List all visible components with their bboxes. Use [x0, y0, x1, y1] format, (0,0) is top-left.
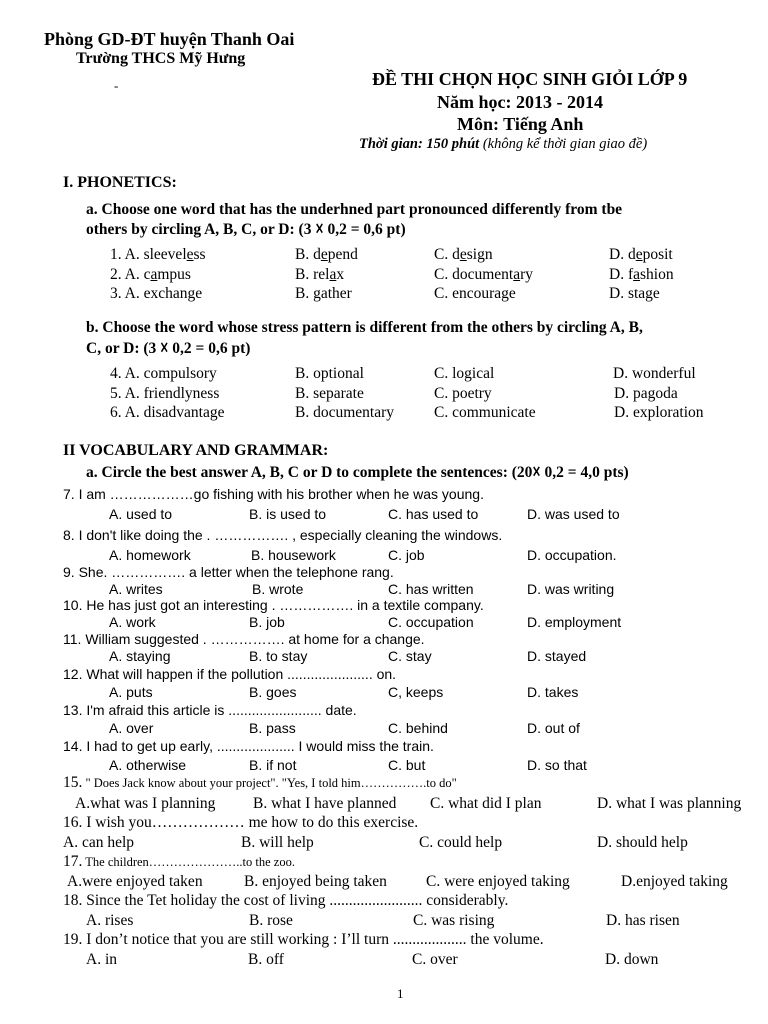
- q2-option-d: D. fashion: [609, 266, 674, 283]
- q3-option-a: 3. A. exchange: [110, 285, 203, 302]
- q17-option-d: D.enjoyed taking: [621, 873, 728, 890]
- q16-option-d: D. should help: [597, 834, 688, 851]
- q11-option-d: D. stayed: [527, 648, 587, 664]
- q3-option-c: C. encourage: [434, 285, 516, 302]
- vocab-heading: II VOCABULARY AND GRAMMAR:: [63, 442, 329, 459]
- q11-option-c: C. stay: [388, 648, 432, 664]
- q16-option-c: C. could help: [419, 834, 503, 851]
- q12-option-c: C, keeps: [388, 684, 444, 700]
- phonetics-a-instruction-line2: others by circling A, B, C, or D: (3 ☓ 0,2 = 0,6 pt): [86, 221, 406, 238]
- time-bold: Thời gian: 150 phút: [359, 136, 480, 152]
- q9-option-c: C. has written: [388, 581, 474, 597]
- q13-option-b: B. pass: [249, 720, 296, 736]
- phonetics-b-instruction-line2: C, or D: (3 ☓ 0,2 = 0,6 pt): [86, 340, 251, 357]
- q16-stem: 16. I wish you……………… me how to do this exercise.: [63, 814, 419, 831]
- q12-option-b: B. goes: [249, 684, 297, 700]
- q10-stem: 10. He has just got an interesting . ……………. in a textile company.: [63, 597, 484, 613]
- q2-option-a: 2. A. campus: [110, 266, 191, 283]
- phonetics-heading: I. PHONETICS:: [63, 174, 177, 191]
- school-year: Năm học: 2013 - 2014: [437, 92, 603, 112]
- q13-stem: 13. I'm afraid this article is ........................ date.: [63, 702, 357, 718]
- q9-option-b: B. wrote: [252, 581, 304, 597]
- q18-option-b: B. rose: [249, 912, 293, 929]
- q10-option-b: B. job: [249, 614, 285, 630]
- q19-option-d: D. down: [605, 951, 659, 968]
- q13-option-c: C. behind: [388, 720, 448, 736]
- q4-option-c: C. logical: [434, 365, 495, 382]
- q11-option-a: A. staying: [109, 648, 171, 664]
- q2-option-b: B. relax: [295, 266, 345, 283]
- q19-stem: 19. I don’t notice that you are still working : I’ll turn ................... the volume.: [63, 931, 544, 948]
- q6-option-a: 6. A. disadvantage: [110, 404, 225, 421]
- phonetics-b-instruction-line1: b. Choose the word whose stress pattern is different from the others by circling A, B,: [86, 319, 643, 336]
- q18-option-a: A. rises: [86, 912, 134, 929]
- q9-stem: 9. She. ……………. a letter when the telephone rang.: [63, 564, 394, 580]
- q8-option-c: C. job: [388, 547, 425, 563]
- q13-option-a: A. over: [109, 720, 154, 736]
- q1-option-a: 1. A. sleeveless: [110, 246, 206, 263]
- q8-option-b: B. housework: [251, 547, 336, 563]
- q5-option-a: 5. A. friendlyness: [110, 385, 220, 402]
- q14-option-a: A. otherwise: [109, 757, 187, 773]
- q17-option-b: B. enjoyed being taken: [244, 873, 387, 890]
- q5-option-d: D. pagoda: [614, 385, 678, 402]
- q13-option-d: D. out of: [527, 720, 580, 736]
- subject: Môn: Tiếng Anh: [457, 114, 584, 134]
- q17-option-c: C. were enjoyed taking: [426, 873, 570, 890]
- q4-option-d: D. wonderful: [613, 365, 696, 382]
- q5-option-c: C. poetry: [434, 385, 492, 402]
- vocab-a-instruction: a. Circle the best answer A, B, C or D to complete the sentences: (20☓ 0,2 = 4,0 pts): [86, 464, 629, 481]
- q3-option-d: D. stage: [609, 285, 660, 302]
- q15-option-c: C. what did I plan: [430, 795, 542, 812]
- q7-stem: 7. I am ………………go fishing with his brother when he was young.: [63, 486, 484, 502]
- q8-option-a: A. homework: [109, 547, 191, 563]
- phonetics-a-instruction-line1: a. Choose one word that has the underhned part pronounced differently from tbe: [86, 201, 623, 218]
- q16-option-a: A. can help: [63, 834, 135, 851]
- q1-option-b: B. depend: [295, 246, 358, 263]
- exam-title: ĐỀ THI CHỌN HỌC SINH GIỎI LỚP 9: [372, 69, 688, 89]
- q10-option-c: C. occupation: [388, 614, 474, 630]
- q18-stem: 18. Since the Tet holiday the cost of living ........................ considerably.: [63, 892, 509, 909]
- q7-option-c: C. has used to: [388, 506, 479, 522]
- q15-option-b: B. what I have planned: [253, 795, 397, 812]
- q17-option-a: A.were enjoyed taken: [67, 873, 203, 890]
- q5-option-b: B. separate: [295, 385, 364, 402]
- q1-option-c: C. design: [434, 246, 493, 263]
- q12-option-a: A. puts: [109, 684, 153, 700]
- q10-option-a: A. work: [109, 614, 156, 630]
- q4-option-b: B. optional: [295, 365, 364, 382]
- q9-option-a: A. writes: [109, 581, 163, 597]
- q15-stem: 15. " Does Jack know about your project". "Yes, I told him…………….to do": [63, 774, 457, 791]
- q19-option-c: C. over: [412, 951, 458, 968]
- time-line: [359, 136, 647, 153]
- q12-option-d: D. takes: [527, 684, 579, 700]
- q12-stem: 12. What will happen if the pollution ...................... on.: [63, 666, 397, 682]
- q19-option-a: A. in: [86, 951, 117, 968]
- q7-option-a: A. used to: [109, 506, 173, 522]
- q2-option-c: C. documentary: [434, 266, 534, 283]
- q14-option-b: B. if not: [249, 757, 297, 773]
- q19-option-b: B. off: [248, 951, 284, 968]
- q16-option-b: B. will help: [241, 834, 314, 851]
- q15-option-a: A.what was I planning: [75, 795, 216, 812]
- q6-option-d: D. exploration: [614, 404, 704, 421]
- department-name: Phòng GD-ĐT huyện Thanh Oai: [44, 29, 295, 49]
- q4-option-a: 4. A. compulsory: [110, 365, 217, 382]
- q17-stem: 17. The children…………………..to the zoo.: [63, 853, 295, 870]
- q18-option-c: C. was rising: [413, 912, 495, 929]
- q6-option-b: B. documentary: [295, 404, 395, 421]
- q1-option-d: D. deposit: [609, 246, 673, 263]
- q14-stem: 14. I had to get up early, .................... I would miss the train.: [63, 738, 434, 754]
- q9-option-d: D. was writing: [527, 581, 615, 597]
- q14-option-c: C. but: [388, 757, 426, 773]
- page-number: 1: [397, 986, 404, 1001]
- q11-stem: 11. William suggested . ……………. at home for a change.: [63, 631, 425, 647]
- q11-option-b: B. to stay: [249, 648, 308, 664]
- q10-option-d: D. employment: [527, 614, 622, 630]
- q6-option-c: C. communicate: [434, 404, 536, 421]
- q3-option-b: B. gather: [295, 285, 352, 302]
- q7-option-d: D. was used to: [527, 506, 620, 522]
- q8-option-d: D. occupation.: [527, 547, 617, 563]
- q15-option-d: D. what I was planning: [597, 795, 742, 812]
- q14-option-d: D. so that: [527, 757, 587, 773]
- time-note: (không kể thời gian giao đề): [479, 136, 648, 152]
- q18-option-d: D. has risen: [606, 912, 680, 929]
- q7-option-b: B. is used to: [249, 506, 327, 522]
- q8-stem: 8. I don't like doing the . ……………. , especially cleaning the windows.: [63, 527, 503, 543]
- header-dash: -: [114, 78, 119, 93]
- school-name: Trường THCS Mỹ Hưng: [76, 50, 246, 67]
